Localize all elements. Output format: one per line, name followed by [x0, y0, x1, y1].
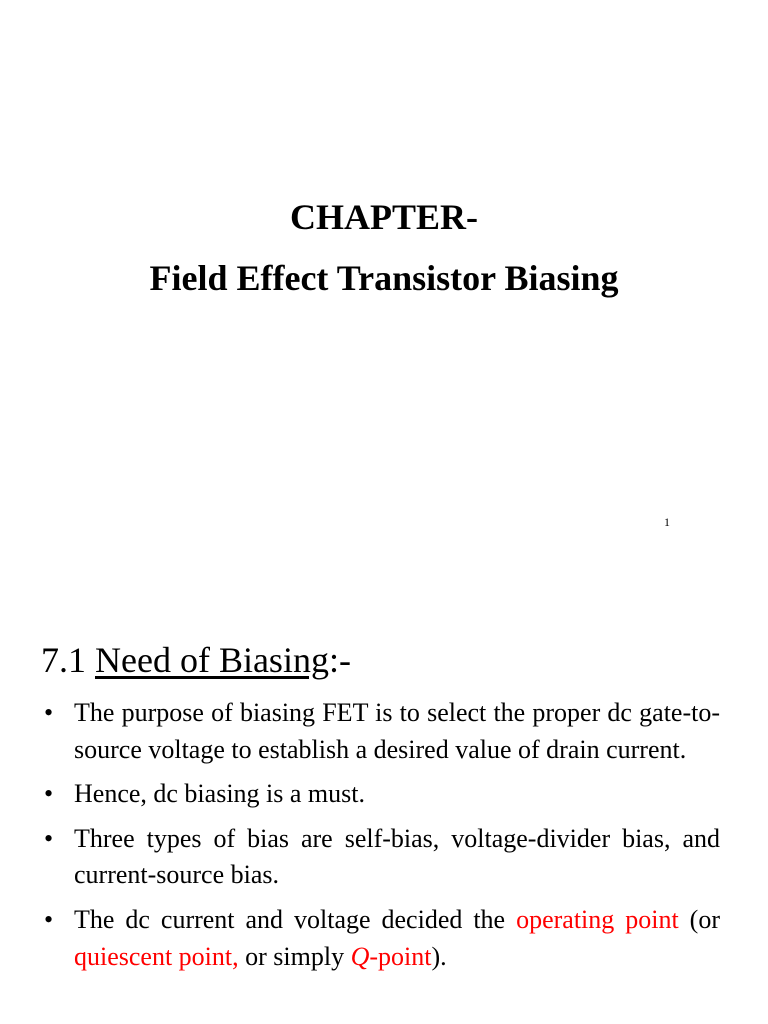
bullet-item-purpose: • The purpose of biasing FET is to select the proper dc gate-to-source voltage to establish a desired value of drain current. [44, 695, 720, 768]
section-heading-text: Need of Biasing [95, 640, 329, 680]
operating-point-term: operating point [516, 904, 679, 934]
chapter-subtitle: Field Effect Transistor Biasing [149, 258, 619, 298]
page-number: 1 [664, 515, 670, 529]
bullet-text: The dc current and voltage decided the [74, 904, 517, 934]
section-number: 7.1 [41, 640, 86, 680]
bullet-item-operating-point [44, 902, 720, 975]
bullet-text: ). [431, 941, 447, 971]
bullet-item-bias-types: • Three types of bias are self-bias, voltage-divider bias, and current-source bias. [44, 821, 720, 894]
section-heading-suffix: :- [328, 640, 351, 680]
bullet-text: (or [678, 904, 720, 934]
bullet-text: or simply [238, 941, 351, 971]
quiescent-point-term: quiescent point, [74, 941, 239, 971]
bullet-list [44, 695, 720, 983]
section-heading [41, 636, 351, 684]
chapter-title: CHAPTER- [290, 197, 478, 237]
q-point-term: -point [369, 941, 432, 971]
q-letter: Q [350, 941, 370, 971]
bullet-item-must: • Hence, dc biasing is a must. [44, 776, 720, 813]
